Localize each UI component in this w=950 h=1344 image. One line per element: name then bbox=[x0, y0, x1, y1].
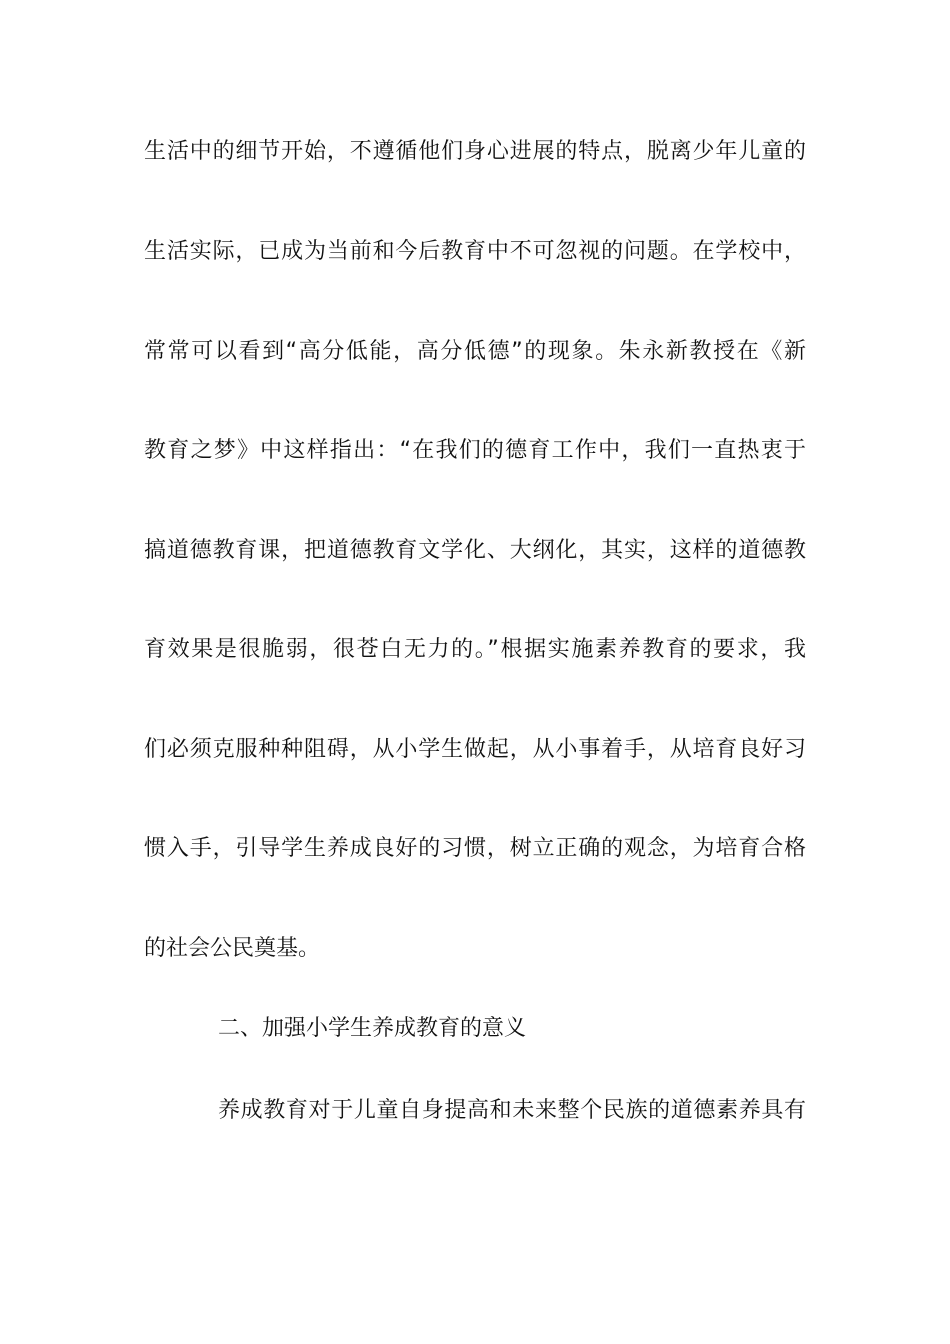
paragraph-line: 们必须克服种种阻碍，从小学生做起，从小事着手，从培育良好习 bbox=[144, 737, 806, 762]
paragraph-first-line: 养成教育对于儿童自身提高和未来整个民族的道德素养具有 bbox=[218, 1098, 806, 1123]
paragraph-line: 搞道德教育课，把道德教育文学化、大纲化，其实，这样的道德教 bbox=[144, 538, 806, 563]
paragraph-line: 常常可以看到“高分低能，高分低德”的现象。朱永新教授在《新 bbox=[144, 339, 806, 364]
paragraph-line: 教育之梦》中这样指出：“在我们的德育工作中，我们一直热衷于 bbox=[144, 438, 806, 463]
paragraph-line: 惯入手，引导学生养成良好的习惯，树立正确的观念，为培育合格 bbox=[144, 836, 806, 861]
paragraph-line: 的社会公民奠基。 bbox=[144, 936, 321, 961]
section-heading: 二、加强小学生养成教育的意义 bbox=[218, 1016, 527, 1041]
paragraph-line: 生活实际，已成为当前和今后教育中不可忽视的问题。在学校中， bbox=[144, 239, 806, 264]
paragraph-line: 生活中的细节开始，不遵循他们身心进展的特点，脱离少年儿童的 bbox=[144, 139, 806, 164]
paragraph-line: 育效果是很脆弱，很苍白无力的。”根据实施素养教育的要求，我 bbox=[144, 637, 806, 662]
